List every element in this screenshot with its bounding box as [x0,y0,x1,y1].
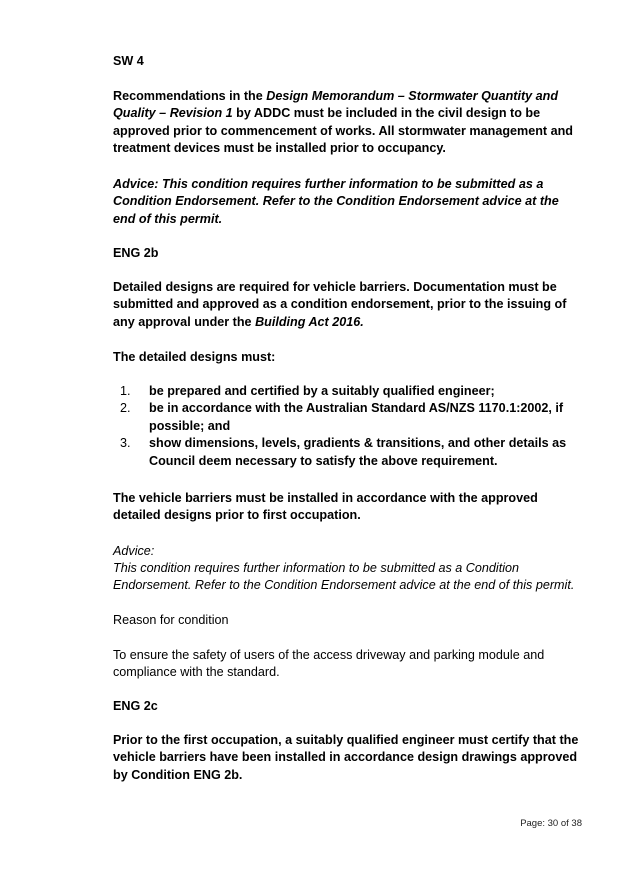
list-number: 1. [120,384,131,398]
eng2b-lead: The detailed designs must: [113,350,276,364]
heading-eng2b: ENG 2b [113,246,159,260]
eng2b-install: The vehicle barriers must be installed in accordance with the approved detailed designs prior to first occupation. [113,491,538,523]
building-act-title: Building Act 2016. [255,314,364,329]
memorandum-title: Design Memorandum – Stormwater Quantity and Quality – Revision 1 [113,89,559,121]
list-item [113,400,583,435]
sw4-recommendation: Recommendations in the Design Memorandum – Stormwater Quantity and Quality – Revision 1 by ADDC must be included in the civil design to be approved prior to commencement of works. All stormwater management and treatment devices must be installed prior to occupancy. [113,89,574,156]
list-text: be in accordance with the Australian Standard AS/NZS 1170.1:2002, if possible; and [149,401,564,433]
eng2b-advice-label: Advice: [113,544,155,558]
list-number: 2. [120,401,131,416]
eng2b-advice-text: This condition requires further information to be submitted as a Condition Endorsement. Refer to the Condition Endorsement advice at the end of this permit. [113,561,575,593]
list-number: 3. [120,436,131,451]
heading-eng2c: ENG 2c [113,699,158,713]
design-requirements-list [113,383,583,470]
list-item [113,435,583,470]
list-item [113,383,583,400]
eng2b-paragraph: Detailed designs are required for vehicle barriers. Documentation must be submitted and approved as a condition endorsement, prior to the issuing of any approval under the Building Act 2016. [113,280,567,329]
heading-sw4: SW 4 [113,54,144,68]
page-number: Page: 30 of 38 [520,818,582,829]
reason-text: To ensure the safety of users of the access driveway and parking module and compliance with the standard. [113,648,545,680]
reason-label: Reason for condition [113,613,229,627]
eng2c-text: Prior to the first occupation, a suitably qualified engineer must certify that the vehicle barriers have been installed in accordance design drawings approved by Condition ENG 2b. [113,733,579,782]
list-text: show dimensions, levels, gradients & transitions, and other details as Council deem necessary to satisfy the above requirement. [149,436,567,468]
list-text: be prepared and certified by a suitably qualified engineer; [149,384,495,398]
sw4-advice: Advice: This condition requires further information to be submitted as a Condition Endorsement. Refer to the Condition Endorsement advice at the end of this permit. [113,177,559,226]
